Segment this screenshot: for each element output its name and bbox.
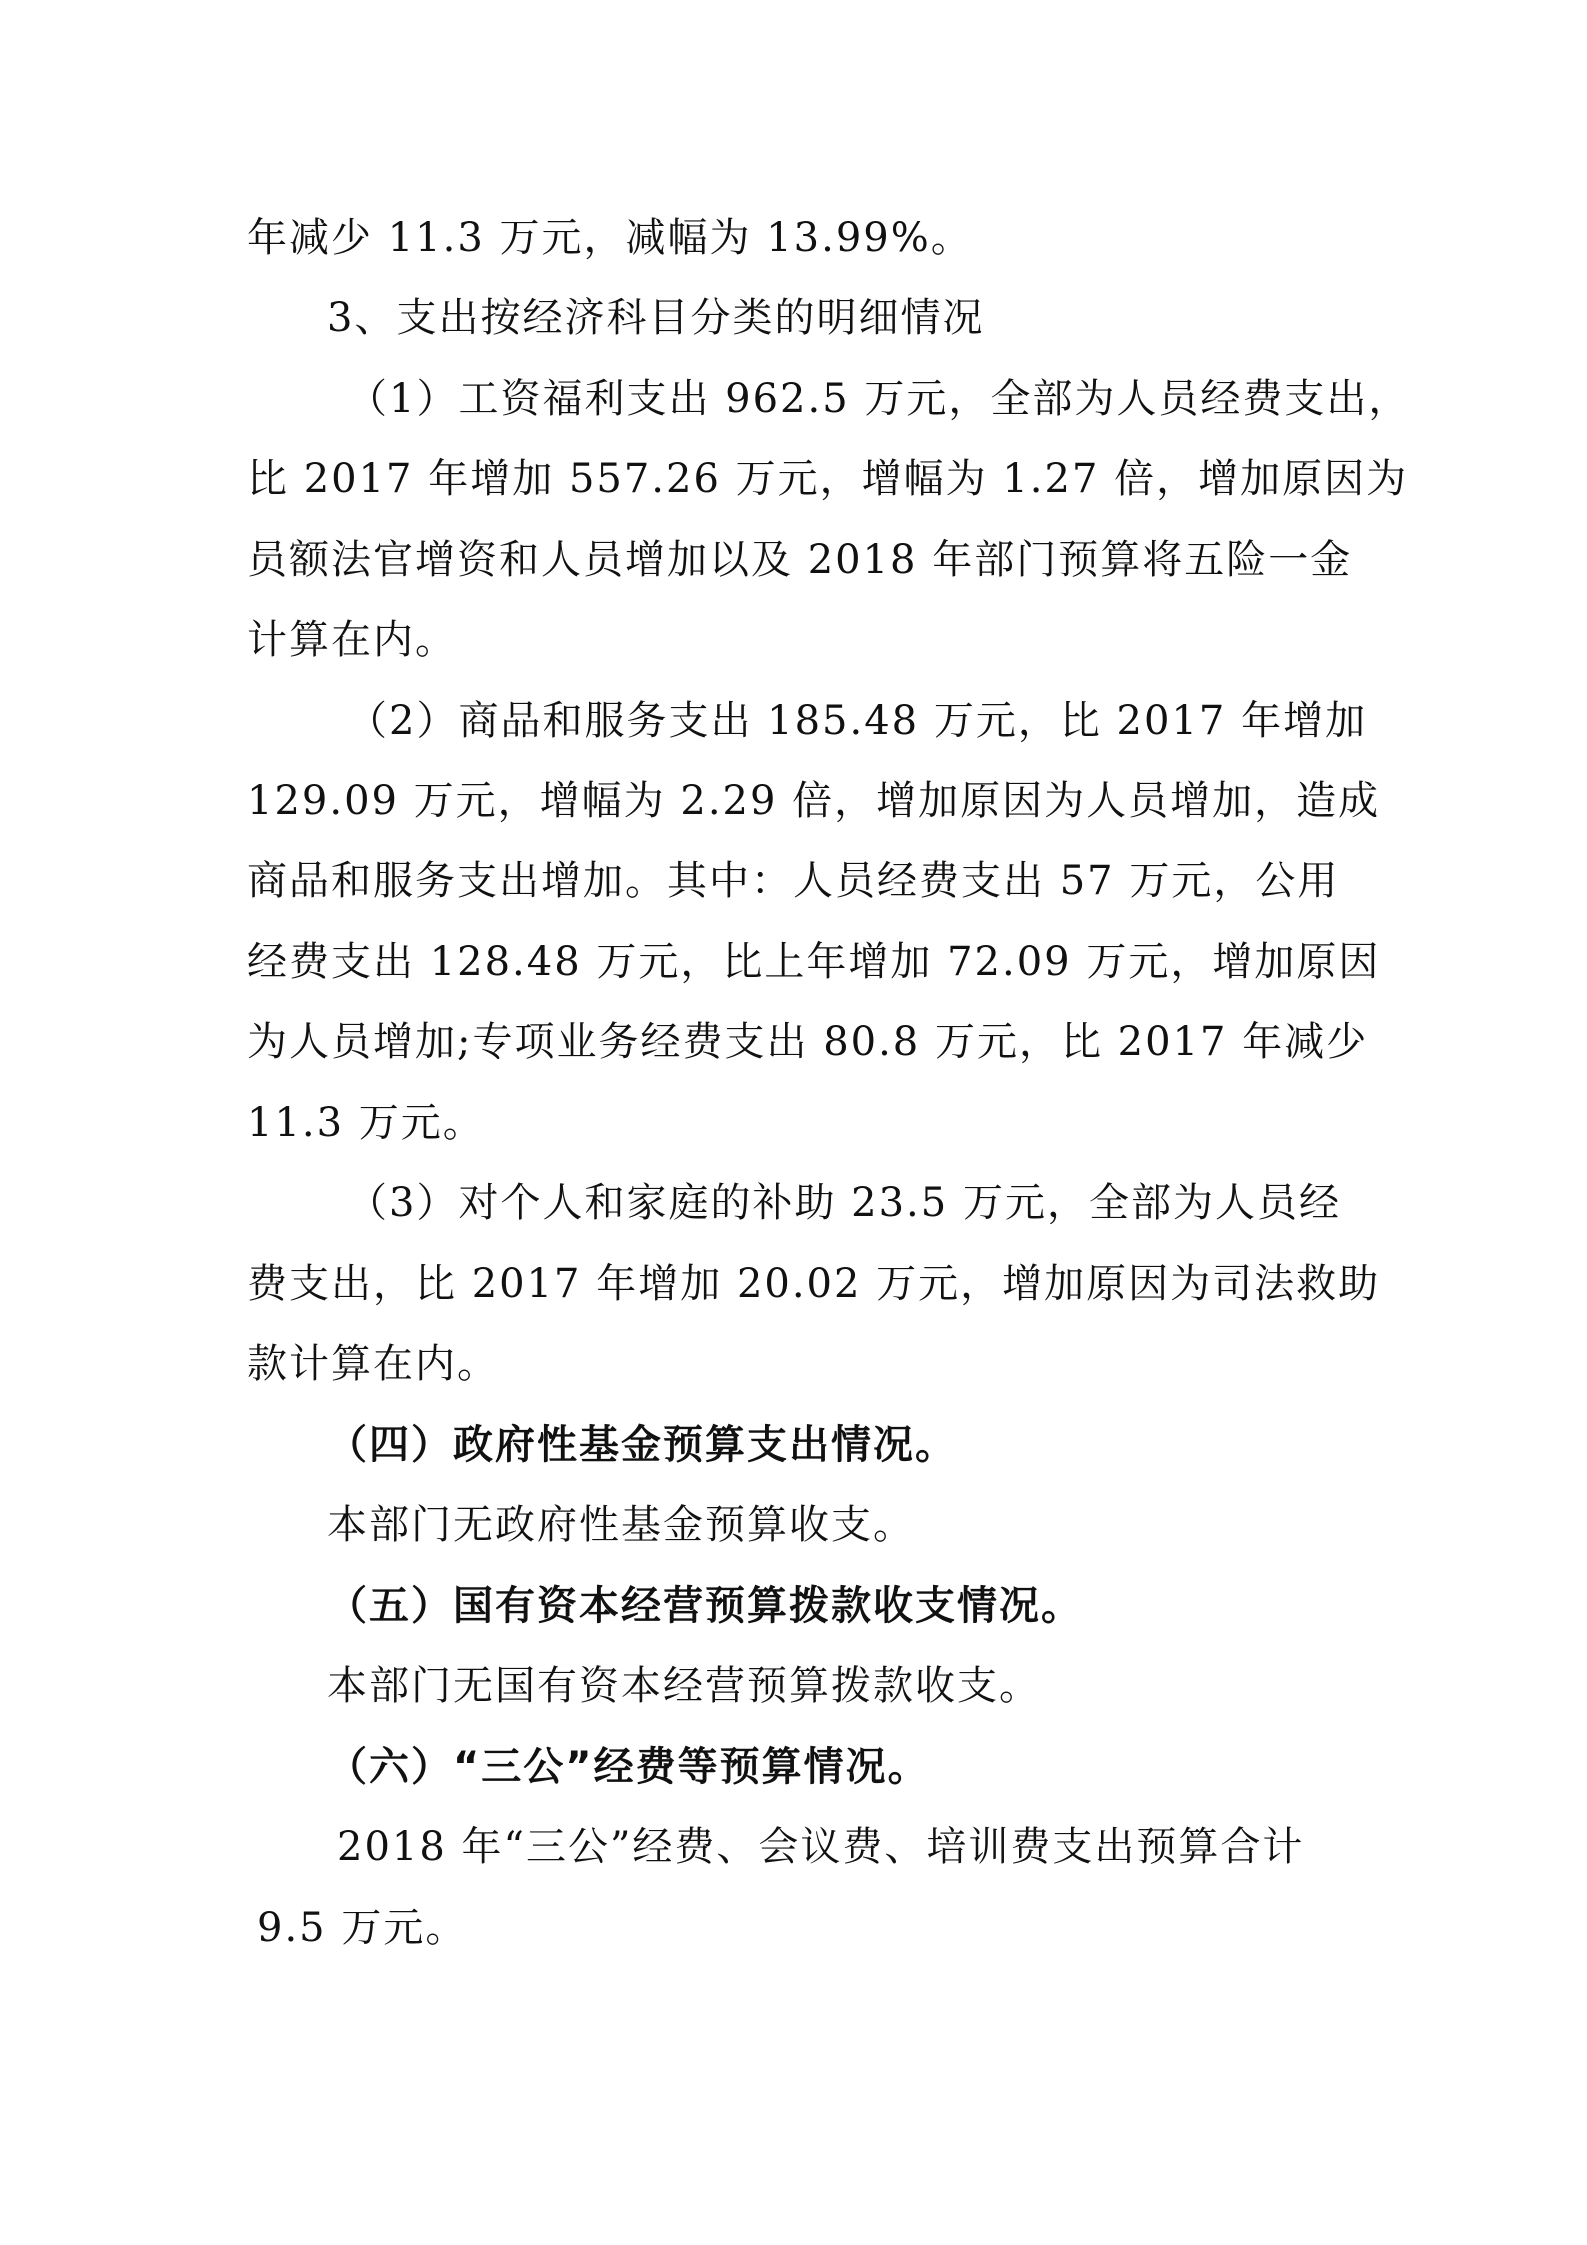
paragraph-line: 商品和服务支出增加。其中：人员经费支出 57 万元，公用 [247, 858, 1340, 904]
paragraph-line: 计算在内。 [247, 617, 457, 663]
paragraph-line: 费支出，比 2017 年增加 20.02 万元，增加原因为司法救助 [247, 1261, 1381, 1307]
paragraph-line: 9.5 万元。 [257, 1905, 468, 1951]
paragraph-line: 比 2017 年增加 557.26 万元，增幅为 1.27 倍，增加原因为 [247, 456, 1409, 502]
paragraph-line: 129.09 万元，增幅为 2.29 倍，增加原因为人员增加，造成 [247, 778, 1381, 824]
paragraph-line: （1）工资福利支出 962.5 万元，全部为人员经费支出， [347, 376, 1411, 422]
section-heading: （六）“三公”经费等预算情况。 [327, 1744, 930, 1790]
paragraph-line: 本部门无政府性基金预算收支。 [327, 1502, 915, 1548]
paragraph-line: 为人员增加;专项业务经费支出 80.8 万元，比 2017 年减少 [247, 1019, 1369, 1065]
paragraph-line: （3）对个人和家庭的补助 23.5 万元，全部为人员经 [347, 1180, 1341, 1226]
paragraph-line: 员额法官增资和人员增加以及 2018 年部门预算将五险一金 [247, 537, 1353, 583]
section-heading: （四）政府性基金预算支出情况。 [327, 1422, 957, 1468]
section-heading: （五）国有资本经营预算拨款收支情况。 [327, 1583, 1083, 1629]
section-subheading: 3、支出按经济科目分类的明细情况 [327, 295, 985, 341]
paragraph-line: 经费支出 128.48 万元，比上年增加 72.09 万元，增加原因 [247, 939, 1381, 985]
paragraph-line: 11.3 万元。 [247, 1100, 485, 1146]
paragraph-line: （2）商品和服务支出 185.48 万元，比 2017 年增加 [347, 698, 1368, 744]
paragraph-line: 2018 年“三公”经费、会议费、培训费支出预算合计 [337, 1824, 1305, 1870]
paragraph-line: 本部门无国有资本经营预算拨款收支。 [327, 1663, 1041, 1709]
paragraph-line: 款计算在内。 [247, 1341, 499, 1387]
paragraph-line: 年减少 11.3 万元，减幅为 13.99%。 [247, 215, 973, 261]
